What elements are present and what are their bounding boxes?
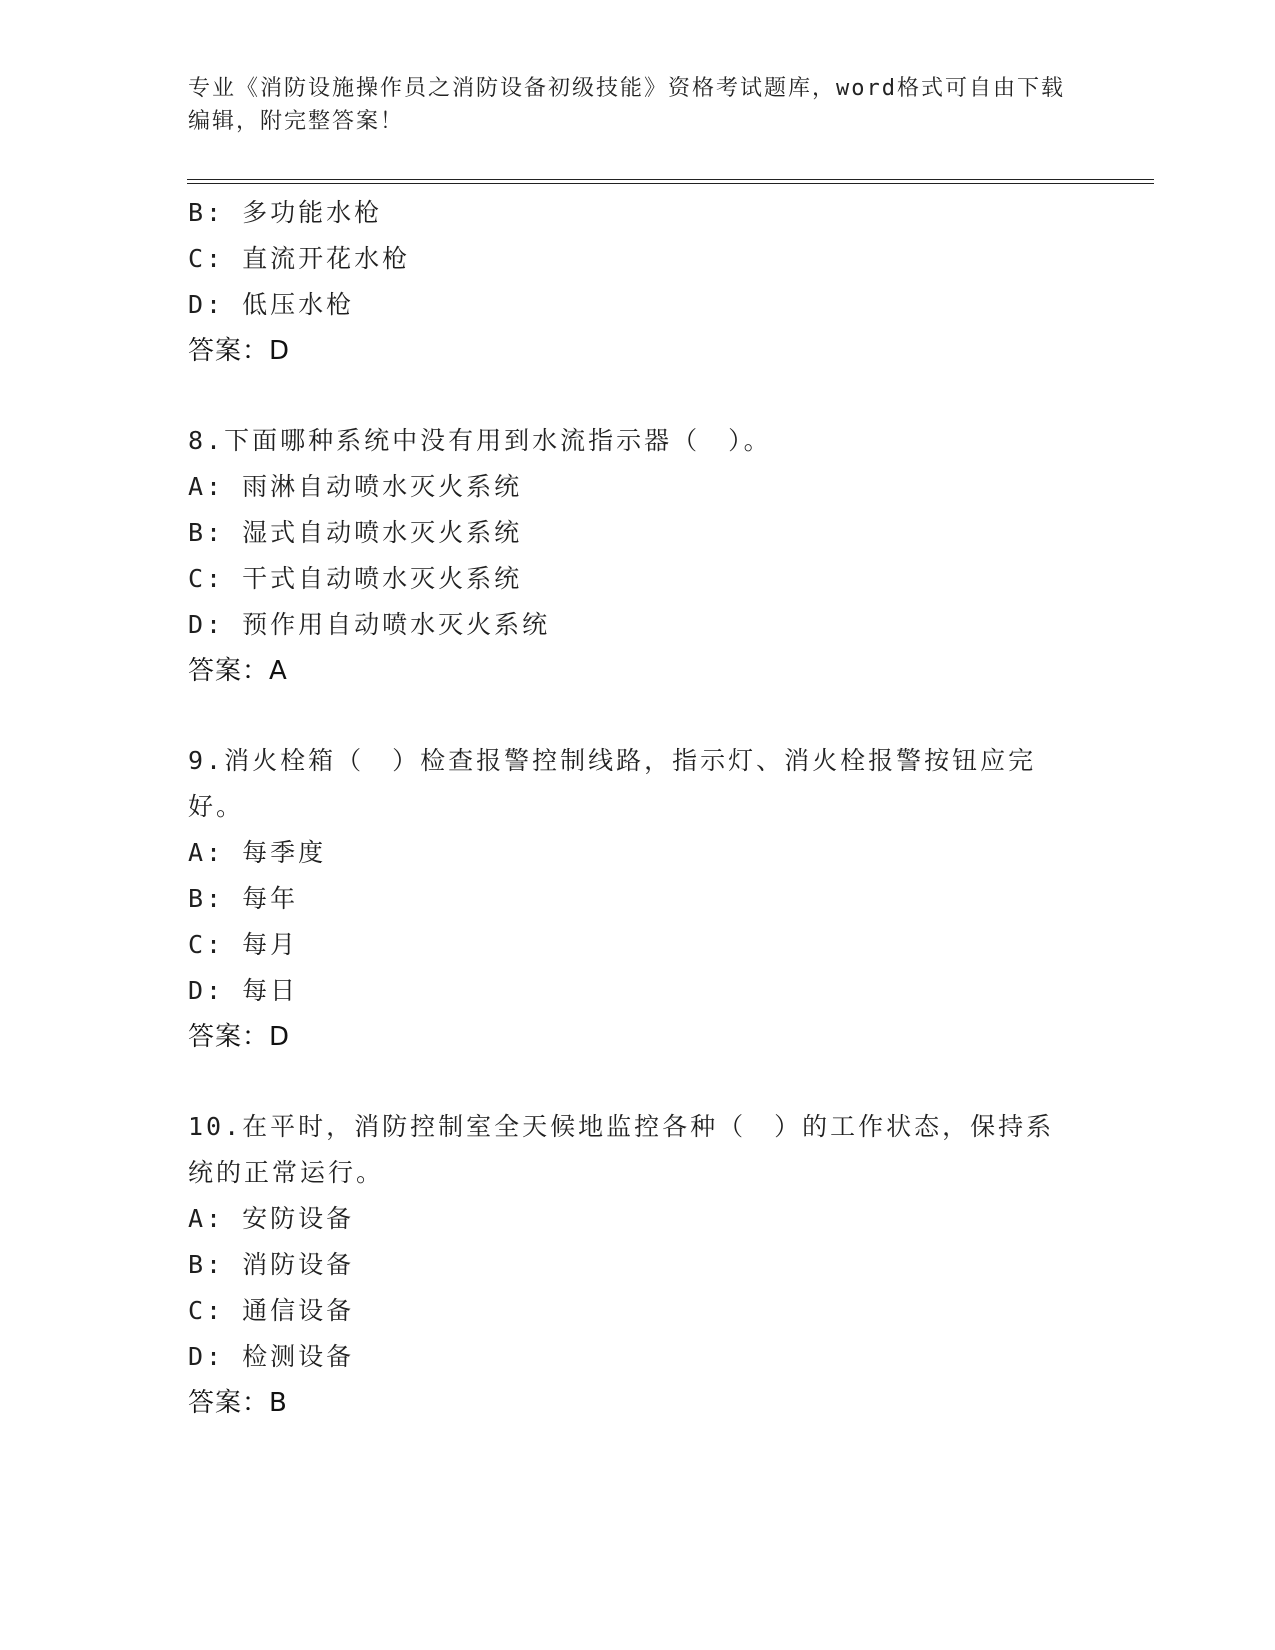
question-item bbox=[188, 418, 1088, 694]
answer: 答案：D bbox=[188, 336, 291, 366]
option-a: A: 安防设备 bbox=[188, 1204, 355, 1233]
option-b: B: 湿式自动喷水灭火系统 bbox=[188, 518, 523, 547]
document-header: 专业《消防设施操作员之消防设备初级技能》资格考试题库，word格式可自由下载编辑，附完整答案！ bbox=[188, 76, 1065, 134]
option-b: B: 消防设备 bbox=[188, 1250, 355, 1279]
answer: 答案：D bbox=[188, 1022, 291, 1052]
option-b: B: 多功能水枪 bbox=[188, 198, 383, 227]
question-item bbox=[188, 738, 1088, 1060]
header-divider-bottom bbox=[187, 183, 1154, 184]
question-text: 8.下面哪种系统中没有用到水流指示器（ ）。 bbox=[188, 426, 772, 455]
question-item bbox=[188, 190, 1088, 374]
answer: 答案：B bbox=[188, 1388, 288, 1418]
header-divider-top bbox=[187, 179, 1154, 180]
option-d: D: 低压水枪 bbox=[188, 290, 355, 319]
option-c: C: 干式自动喷水灭火系统 bbox=[188, 564, 523, 593]
answer: 答案：A bbox=[188, 656, 288, 686]
option-c: C: 通信设备 bbox=[188, 1296, 355, 1325]
question-list bbox=[188, 190, 1088, 1426]
option-b: B: 每年 bbox=[188, 884, 299, 913]
option-a: A: 雨淋自动喷水灭火系统 bbox=[188, 472, 523, 501]
question-text: 10.在平时，消防控制室全天候地监控各种（ ）的工作状态，保持系统的正常运行。 bbox=[188, 1112, 1055, 1187]
option-a: A: 每季度 bbox=[188, 838, 327, 867]
question-item bbox=[188, 1104, 1088, 1426]
option-c: C: 直流开花水枪 bbox=[188, 244, 411, 273]
option-d: D: 每日 bbox=[188, 976, 299, 1005]
question-text: 9.消火栓箱（ ）检查报警控制线路，指示灯、消火栓报警按钮应完好。 bbox=[188, 746, 1037, 821]
option-d: D: 检测设备 bbox=[188, 1342, 355, 1371]
option-c: C: 每月 bbox=[188, 930, 299, 959]
option-d: D: 预作用自动喷水灭火系统 bbox=[188, 610, 551, 639]
